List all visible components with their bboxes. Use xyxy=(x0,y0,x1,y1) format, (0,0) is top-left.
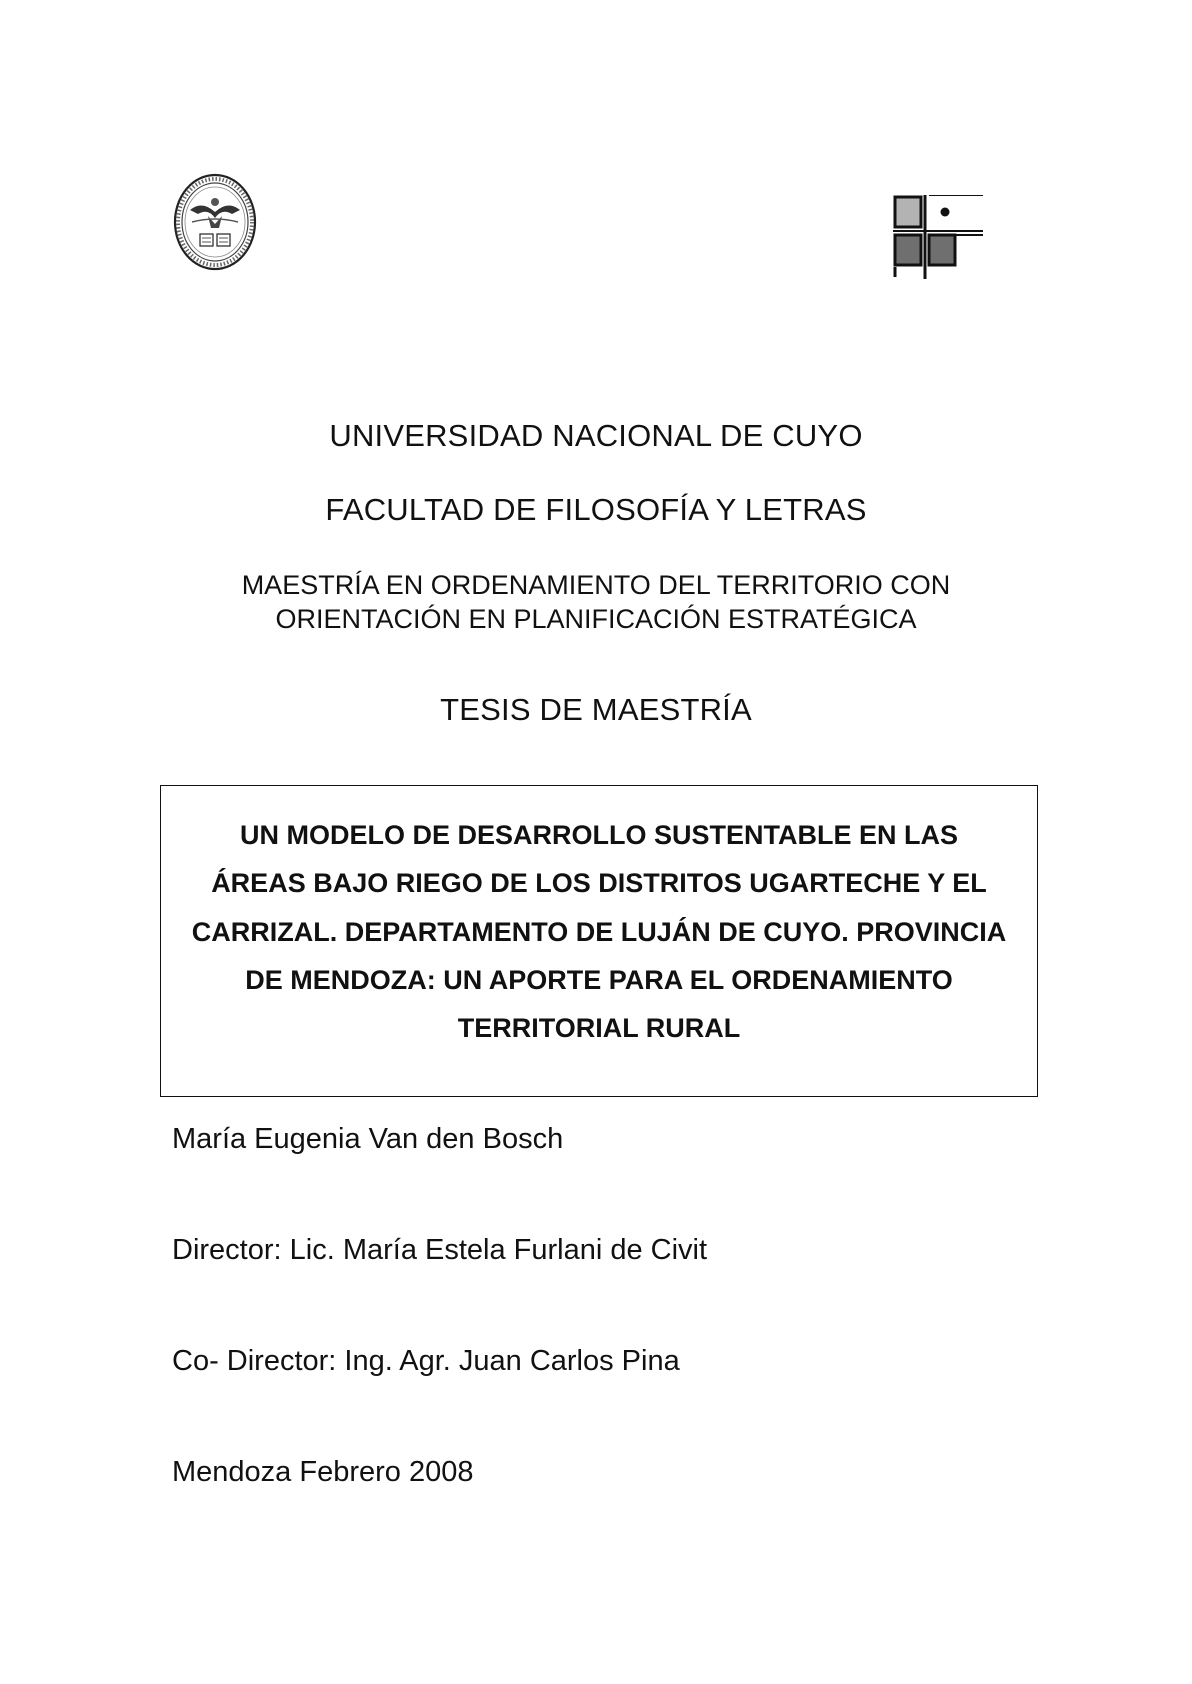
thesis-title-box xyxy=(160,785,1038,1097)
author-name: María Eugenia Van den Bosch xyxy=(172,1123,564,1155)
place-date: Mendoza Febrero 2008 xyxy=(172,1456,474,1488)
director-line: Director: Lic. María Estela Furlani de Civit xyxy=(172,1234,708,1266)
faculty-logo-icon xyxy=(893,195,985,279)
thesis-title-line: CARRIZAL. DEPARTAMENTO DE LUJÁN DE CUYO. PROVINCIA xyxy=(191,917,1007,947)
master-program-name xyxy=(0,568,1192,636)
thesis-type: TESIS DE MAESTRÍA xyxy=(440,692,752,727)
faculty-name: FACULTAD DE FILOSOFÍA Y LETRAS xyxy=(325,492,867,527)
thesis-title-line: UN MODELO DE DESARROLLO SUSTENTABLE EN LAS xyxy=(239,820,959,850)
thesis-title-line: ÁREAS BAJO RIEGO DE LOS DISTRITOS UGARTECHE Y EL xyxy=(211,868,987,898)
university-seal-icon xyxy=(172,172,258,272)
university-name: UNIVERSIDAD NACIONAL DE CUYO xyxy=(329,418,863,453)
thesis-title-line: TERRITORIAL RURAL xyxy=(457,1013,741,1043)
thesis-title-line: DE MENDOZA: UN APORTE PARA EL ORDENAMIENTO xyxy=(245,965,953,995)
master-program-line: ORIENTACIÓN EN PLANIFICACIÓN ESTRATÉGICA xyxy=(275,604,917,634)
master-program-line: MAESTRÍA EN ORDENAMIENTO DEL TERRITORIO CON xyxy=(241,570,951,600)
co-director-line: Co- Director: Ing. Agr. Juan Carlos Pina xyxy=(172,1345,680,1377)
